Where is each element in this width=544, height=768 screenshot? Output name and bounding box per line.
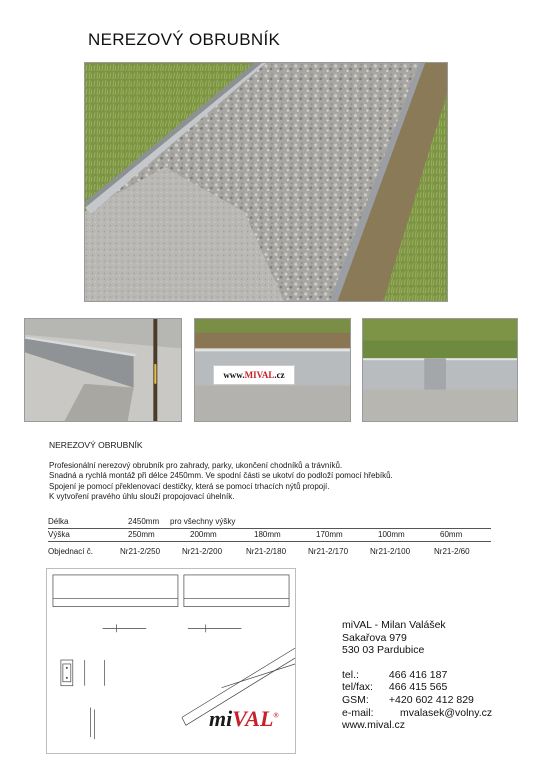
telfax-label: tel/fax: xyxy=(342,681,373,694)
tel-value[interactable]: 466 416 187 xyxy=(388,668,448,681)
brand-logo xyxy=(209,706,279,732)
street-address: Sakařova 979 xyxy=(342,631,407,644)
height-label: Výška xyxy=(48,530,70,539)
detail-photo-joint xyxy=(362,318,518,422)
height-cell: 60mm xyxy=(440,530,463,539)
company-name: miVAL - Milan Valášek xyxy=(342,619,446,631)
logo-accent: VAL xyxy=(232,706,274,731)
email-label: e-mail: xyxy=(342,706,374,719)
sign-brand: MIVAL xyxy=(244,370,275,380)
product-description xyxy=(49,461,489,503)
order-cell: Nr21-2/200 xyxy=(182,547,223,556)
sign-prefix: www. xyxy=(223,370,245,380)
product-title: NEREZOVÝ OBRUBNÍK xyxy=(49,440,143,450)
logo-prefix: mi xyxy=(209,706,233,731)
description-line: Snadná a rychlá montáž při délce 2450mm. Ve spodní části se ukotví do podloží pomocí hřebíků. xyxy=(49,471,393,481)
length-label: Délka xyxy=(48,517,69,526)
table-divider xyxy=(48,541,491,542)
height-cell: 100mm xyxy=(378,530,405,539)
page-title: NEREZOVÝ OBRUBNÍK xyxy=(88,30,281,49)
length-value: 2450mm xyxy=(128,517,160,526)
order-row xyxy=(48,546,491,559)
tel-label: tel.: xyxy=(342,668,359,681)
height-cell: 180mm xyxy=(254,530,281,539)
description-line: K vytvoření pravého úhlu slouží propojovací úhelník. xyxy=(49,492,235,502)
order-cell: Nr21-2/170 xyxy=(308,547,349,556)
main-photo xyxy=(84,62,448,302)
height-cell: 200mm xyxy=(190,530,217,539)
gsm-value[interactable]: +420 602 412 829 xyxy=(388,693,474,706)
order-cell: Nr21-2/100 xyxy=(370,547,411,556)
gsm-line xyxy=(342,694,492,707)
length-note: pro všechny výšky xyxy=(170,517,236,526)
city-address: 530 03 Pardubice xyxy=(342,644,425,657)
logo-mark: ® xyxy=(273,711,279,720)
order-cell: Nr21-2/180 xyxy=(246,547,287,556)
order-cell: Nr21-2/60 xyxy=(434,547,470,556)
email-line xyxy=(342,707,492,720)
spec-table xyxy=(48,516,491,559)
height-cell: 170mm xyxy=(316,530,343,539)
contact-block xyxy=(342,619,492,732)
web-link[interactable]: www.mival.cz xyxy=(342,719,406,732)
detail-photo-edge xyxy=(24,318,182,422)
height-cell: 250mm xyxy=(128,530,155,539)
tel-line xyxy=(342,669,492,682)
order-label: Objednací č. xyxy=(48,547,93,556)
email-link[interactable]: mvalasek@volny.cz xyxy=(400,706,493,719)
telfax-line xyxy=(342,681,492,694)
gsm-label: GSM: xyxy=(342,693,369,706)
telfax-value[interactable]: 466 415 565 xyxy=(388,681,448,694)
sign-suffix: .cz xyxy=(274,370,285,380)
order-cell: Nr21-2/250 xyxy=(120,547,161,556)
description-line: Spojení je pomocí překlenovací destičky, která se pomocí trhacích nýtů propojí. xyxy=(49,481,330,491)
detail-photo-sign xyxy=(194,318,351,422)
brand-sign xyxy=(213,365,295,385)
description-line: Profesionální nerezový obrubník pro zahrady, parky, ukončení chodníků a trávníků. xyxy=(49,461,343,470)
